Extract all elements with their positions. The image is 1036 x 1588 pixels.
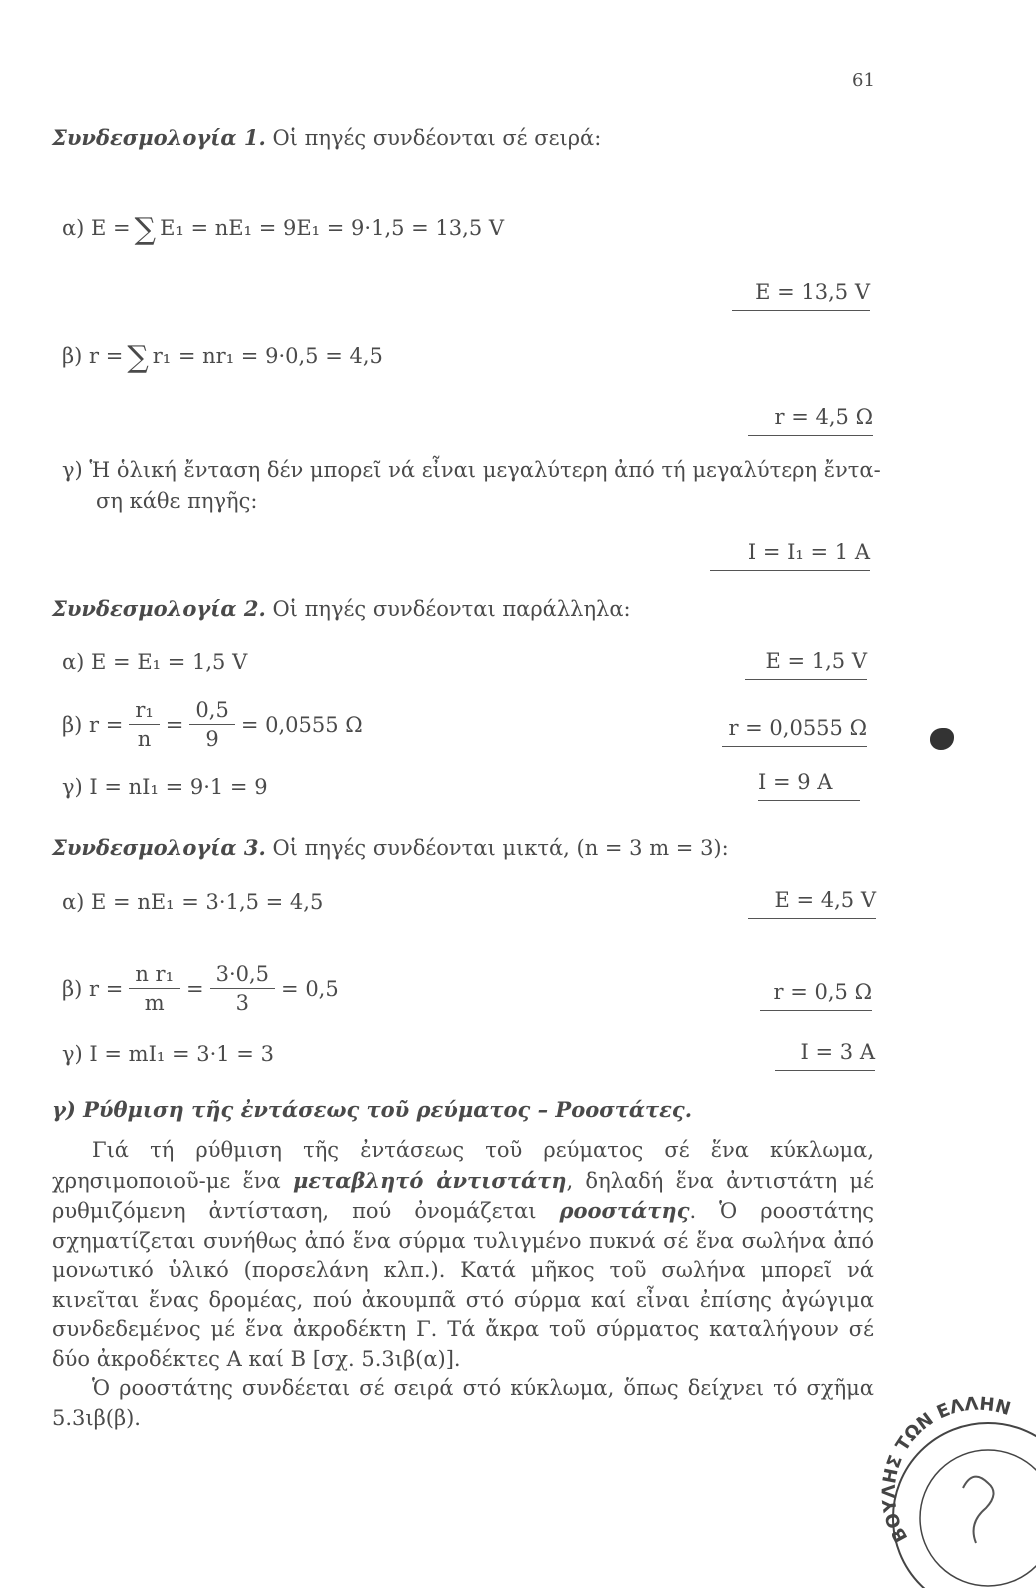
s1-g-line2: ση κάθε πηγῆς:: [96, 489, 258, 513]
page-number: 61: [852, 70, 875, 91]
s2-text: Οἱ πηγές συνδέονται παράλληλα:: [272, 597, 631, 621]
s3-a-formula: α) E = nE₁ = 3·1,5 = 4,5: [62, 890, 324, 914]
s2-g-result: I = 9 A: [758, 770, 860, 801]
section-heading: γ) Ρύθμιση τῆς ἐντάσεως τοῦ ρεύματος – Ροοστάτες.: [52, 1097, 693, 1122]
s1-g-result: I = I₁ = 1 A: [710, 540, 870, 571]
s3-a-result: E = 4,5 V: [748, 888, 876, 919]
sigma-icon: ∑: [127, 340, 149, 375]
fraction: $\frac{3\cdot 0,5}{3}$: [210, 962, 275, 1015]
s1-heading: Συνδεσμολογία 1.: [52, 125, 266, 150]
s2-a-result: E = 1,5 V: [745, 649, 867, 680]
s2-b-formula: β) r = $\frac{\text{r₁}}{n}$ = $\frac{0,5}{9}$ = 0,0555 Ω: [62, 698, 363, 751]
paragraph-1: Γιά τή ρύθμιση τῆς ἐντάσεως τοῦ ρεύματος σέ ἕνα κύκλωμα, χρησιμοποιοῦ-με ἕνα μεταβλητό ἀντιστάτη, δηλαδή ἕνα ἀντιστάτη μέ ρυθμιζόμενη ἀντίσταση, πού ὀνομάζεται ροοστάτης. Ὁ ροοστάτης σχηματίζεται συνήθως ἀπό ἕνα σύρμα τυλιγμένο πυκνά σέ ἕνα σωλήνα ἀπό μονωτικό ὑλικό (πορσελάνη κλπ.). Κατά μῆκος τοῦ σωλήνα μπορεῖ νά κινεῖται ἕνας δρομέας, πού ἀκουμπᾶ στό σύρμα καί εἶναι ἐπίσης ἀγώγιμα συνδεδεμένος μέ ἕνα ἀκροδέκτη Γ. Τά ἄκρα τοῦ σύρματος καταλήγουν σέ δύο ἀκροδέκτες A καί B [σχ. 5.3ιβ(α)].: [52, 1138, 874, 1371]
s2-g-formula: γ) I = nI₁ = 9·1 = 9: [62, 775, 268, 799]
s3-heading-line: [52, 835, 729, 860]
s3-g-result: I = 3 A: [775, 1040, 875, 1071]
library-stamp: [868, 1388, 1036, 1588]
s2-b-result: r = 0,0555 Ω: [722, 716, 867, 747]
s1-a-result: E = 13,5 V: [732, 280, 870, 311]
s1-a-formula: α) E = ∑ E₁ = nE₁ = 9E₁ = 9·1,5 = 13,5 V: [62, 212, 505, 247]
s2-a-formula: α) E = E₁ = 1,5 V: [62, 650, 248, 674]
s3-text: Οἱ πηγές συνδέονται μικτά, (n = 3 m = 3):: [272, 836, 729, 860]
fraction: $\frac{\text{r₁}}{n}$: [129, 698, 159, 751]
section-body: [52, 1136, 874, 1433]
term-rheostat: ροοστάτης: [559, 1198, 690, 1223]
s3-heading: Συνδεσμολογία 3.: [52, 835, 266, 860]
s1-b-formula: β) r = ∑ r₁ = nr₁ = 9·0,5 = 4,5: [62, 340, 383, 375]
s3-b-result: r = 0,5 Ω: [760, 980, 872, 1011]
fraction: $\frac{0,5}{9}$: [189, 698, 234, 751]
stamp-text: ΒΟΥΛΗΣ ΤΩΝ ΕΛΛΗΝ: [878, 1393, 1013, 1546]
s1-heading-line: [52, 125, 601, 150]
s2-heading: Συνδεσμολογία 2.: [52, 596, 266, 621]
ink-blot: [930, 728, 954, 750]
sigma-icon: ∑: [134, 212, 157, 247]
fraction: $\frac{\text{n r₁}}{m}$: [129, 962, 180, 1015]
s1-text: Οἱ πηγές συνδέονται σέ σειρά:: [272, 126, 602, 150]
paragraph-2: Ὁ ροοστάτης συνδέεται σέ σειρά στό κύκλωμα, ὅπως δείχνει τό σχῆμα 5.3ιβ(β).: [52, 1376, 874, 1430]
s2-heading-line: [52, 596, 631, 621]
s1-g-line1: γ) Ἡ ὁλική ἔνταση δέν μπορεῖ νά εἶναι μεγαλύτερη ἀπό τή μεγαλύτερη ἔντα-: [62, 458, 881, 482]
s3-g-formula: γ) I = mI₁ = 3·1 = 3: [62, 1042, 274, 1066]
s1-b-result: r = 4,5 Ω: [748, 405, 873, 436]
s3-b-formula: β) r = $\frac{\text{n r₁}}{m}$ = $\frac{3\cdot 0,5}{3}$ = 0,5: [62, 962, 339, 1015]
term-variable-resistor: μεταβλητό ἀντιστάτη: [292, 1167, 567, 1193]
svg-text:ΒΟΥΛΗΣ ΤΩΝ ΕΛΛΗΝ: [879, 1394, 1013, 1546]
